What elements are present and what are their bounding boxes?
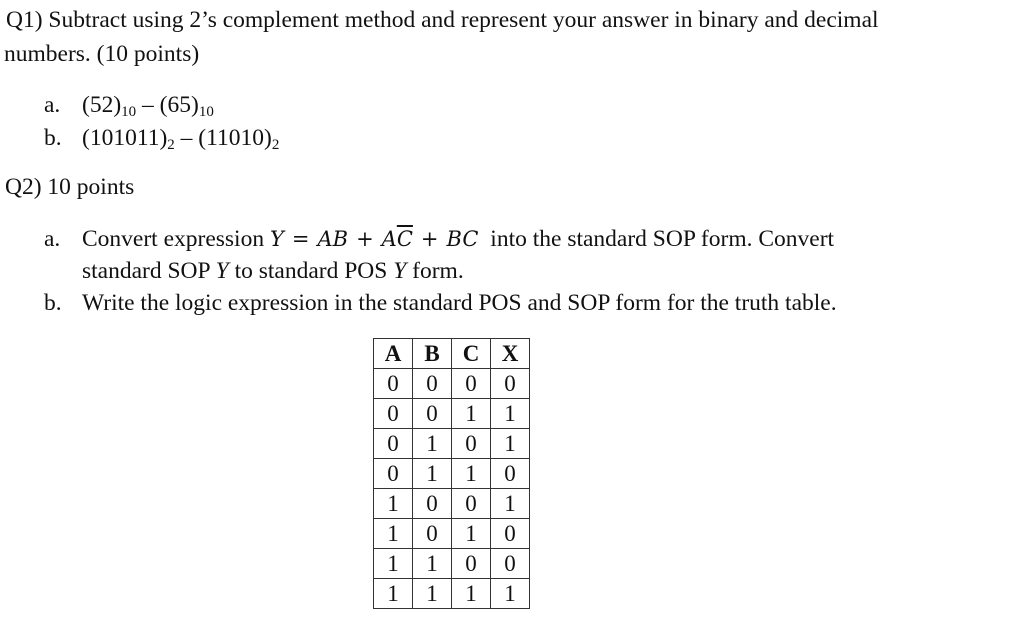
q2-a-post: into the standard SOP form. Convert [484,226,835,252]
q1-a-minus: – [136,92,160,118]
q2-a-var-y: Y [269,227,284,251]
cell-x: 0 [491,549,530,579]
cell-a: 1 [374,489,413,519]
table-row [374,459,530,489]
q2-a-line2-post: form. [406,258,464,284]
cell-a: 0 [374,429,413,459]
cell-c: 0 [452,429,491,459]
cell-c: 0 [452,549,491,579]
table-row [374,489,530,519]
cell-c: 1 [452,519,491,549]
table-row [374,519,530,549]
q1-heading-line2: numbers. (10 points) [4,41,200,67]
q2-a-plus2: + [420,227,439,251]
cell-c: 1 [452,399,491,429]
q2-item-b-letter: b. [44,290,62,316]
q1-item-b-expression [82,124,279,152]
table-row [374,579,530,609]
header-a: A [374,339,413,369]
q2-a-line2-mid: to standard POS [228,258,394,284]
table-row [374,429,530,459]
cell-x: 1 [491,399,530,429]
cell-x: 1 [491,579,530,609]
q1-a-operand1: (52) [82,92,122,118]
q2-a-term-ab: AB [317,227,349,251]
cell-c: 0 [452,369,491,399]
q1-heading-line1: Q1) Subtract using 2’s complement method and represent your answer in binary and decimal [6,7,879,33]
cell-x: 1 [491,429,530,459]
cell-a: 0 [374,399,413,429]
cell-a: 1 [374,519,413,549]
table-row [374,369,530,399]
q2-item-b-text: Write the logic expression in the standard POS and SOP form for the truth table. [82,290,837,316]
q2-a-term-c-bar: $\overline{C}$ [396,227,413,251]
header-b: B [413,339,452,369]
cell-b: 1 [413,429,452,459]
cell-b: 0 [413,369,452,399]
cell-a: 0 [374,459,413,489]
q2-a-pre: Convert expression [82,226,270,252]
cell-a: 1 [374,549,413,579]
cell-x: 0 [491,459,530,489]
q1-a-base1: 10 [121,104,137,120]
q2-heading: Q2) 10 points [5,174,135,200]
q2-a-plus1: + [356,227,374,251]
cell-b: 1 [413,579,452,609]
cell-c: 1 [452,579,491,609]
q1-a-operand2: (65) [159,92,199,118]
cell-b: 1 [413,549,452,579]
truth-table [373,338,530,609]
cell-a: 1 [374,579,413,609]
cell-c: 1 [452,459,491,489]
q2-a-term-a: A [381,227,397,251]
q2-a-line2-pre: standard SOP [82,258,216,284]
q2-item-a-line2 [82,257,464,285]
q1-b-base2: 2 [271,137,280,153]
cell-b: 0 [413,399,452,429]
q2-a-line2-y1: Y [215,258,229,284]
q1-item-a-letter: a. [44,92,61,118]
q1-a-base2: 10 [198,104,214,120]
cell-x: 1 [491,489,530,519]
header-x: X [491,339,530,369]
cell-x: 0 [491,369,530,399]
q1-b-operand1: (101011) [82,125,168,151]
cell-b: 0 [413,519,452,549]
q2-a-line2-y2: Y [393,258,407,284]
q2-a-term-bc: BC [446,227,479,251]
table-row [374,399,530,429]
header-c: C [452,339,491,369]
cell-a: 0 [374,369,413,399]
q1-b-base1: 2 [167,137,175,153]
truth-table-header-row [374,339,530,369]
q2-item-a-line1 [82,225,834,253]
q1-b-minus: – [174,125,199,151]
table-row [374,549,530,579]
cell-x: 0 [491,519,530,549]
q1-item-b-letter: b. [44,125,62,151]
cell-b: 1 [413,459,452,489]
q1-item-a-expression [82,91,214,119]
cell-b: 0 [413,489,452,519]
q2-item-a-letter: a. [44,226,61,252]
cell-c: 0 [452,489,491,519]
q1-b-operand2: (11010) [198,125,272,151]
q2-a-equals: = [291,227,310,251]
